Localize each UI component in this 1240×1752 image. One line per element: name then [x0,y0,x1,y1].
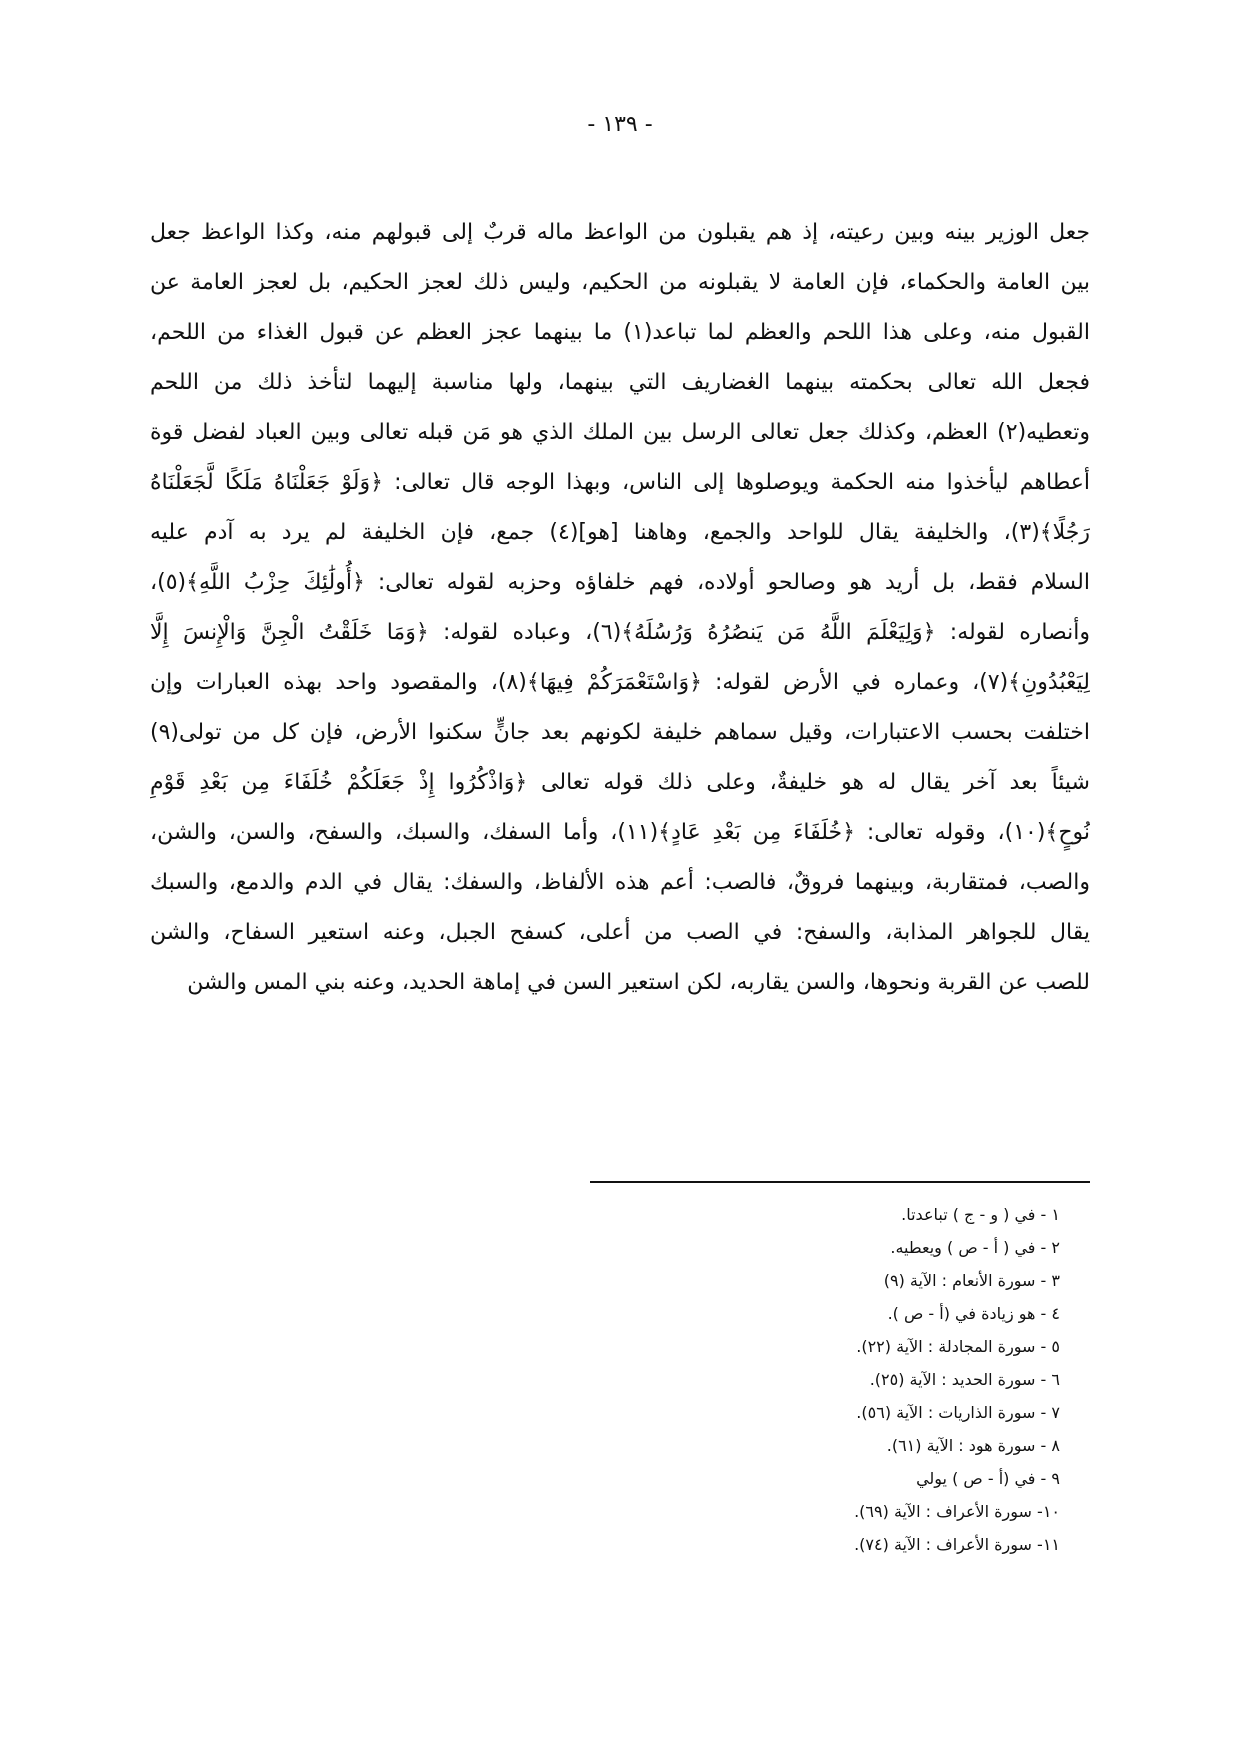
footnote: ١٠- سورة الأعراف : الآية (٦٩). [854,1502,1060,1521]
body-line: أعطاهم ليأخذوا منه الحكمة ويوصلوها إلى الناس، وبهذا الوجه قال تعالى: ﴿وَلَوْ جَعَلْنَاهُ مَلَكًا لَّجَعَلْنَاهُ [150,470,1090,495]
body-text [150,208,1090,1008]
footnote-divider [590,1181,1090,1183]
footnote: ١١- سورة الأعراف : الآية (٧٤). [854,1535,1060,1554]
body-line: فجعل الله تعالى بحكمته بينهما الغضاريف التي بينهما، ولها مناسبة إليهما لتأخذ ذلك من اللحم [150,370,1090,395]
body-line: بين العامة والحكماء، فإن العامة لا يقبلونه من الحكيم، وليس ذلك لعجز الحكيم، بل لعجز العامة عن [150,270,1090,295]
footnote: ١ - في ( و - ج ) تباعدتا. [901,1205,1060,1224]
body-line: وتعطيه(٢) العظم، وكذلك جعل تعالى الرسل بين الملك الذي هو مَن قبله تعالى وبين العباد لفضل قوة [150,420,1090,445]
body-line: شيئاً بعد آخر يقال له هو خليفةٌ، وعلى ذلك قوله تعالى ﴿وَاذْكُرُوا إِذْ جَعَلَكُمْ خُلَفَاءَ مِن بَعْدِ قَوْمِ [150,770,1090,795]
body-line: نُوحٍ﴾(١٠)، وقوله تعالى: ﴿خُلَفَاءَ مِن بَعْدِ عَادٍ﴾(١١)، وأما السفك، والسبك، والسفح، والسن، والشن، [150,820,1090,845]
body-line: لِيَعْبُدُونِ﴾(٧)، وعماره في الأرض لقوله: ﴿وَاسْتَعْمَرَكُمْ فِيهَا﴾(٨)، والمقصود واحد بهذه العبارات وإن [150,670,1090,695]
footnote: ٧ - سورة الذاريات : الآية (٥٦). [856,1403,1060,1422]
footnote: ٦ - سورة الحديد : الآية (٢٥). [869,1370,1060,1389]
footnote: ٨ - سورة هود : الآية (٦١). [886,1436,1060,1455]
body-line: للصب عن القربة ونحوها، والسن يقاربه، لكن استعير السن في إماهة الحديد، وعنه بني المس والشن [187,970,1090,995]
footnote: ٤ - هو زيادة في (أ - ص ). [887,1304,1060,1323]
footnote: ٩ - في (أ - ص ) يولي [916,1469,1060,1488]
footnote: ٣ - سورة الأنعام : الآية (٩) [883,1271,1060,1290]
footnote: ٢ - في ( أ - ص ) ويعطيه. [890,1238,1060,1257]
body-line: رَجُلًا﴾(٣)، والخليفة يقال للواحد والجمع، وهاهنا [هو](٤) جمع، فإن الخليفة لم يرد به آدم عليه [150,520,1090,545]
body-line: والصب، فمتقاربة، وبينهما فروقٌ، فالصب: أعم هذه الألفاظ، والسفك: يقال في الدم والدمع، والسبك [150,870,1090,895]
body-line: جعل الوزير بينه وبين رعيته، إذ هم يقبلون من الواعظ ماله قربٌ إلى قبولهم منه، وكذا الواعظ جعل [150,220,1090,245]
footnotes-list [700,1198,1060,1561]
body-line: القبول منه، وعلى هذا اللحم والعظم لما تباعد(١) ما بينهما عجز العظم عن قبول الغذاء من اللحم، [150,320,1090,345]
body-line: يقال للجواهر المذابة، والسفح: في الصب من أعلى، كسفح الجبل، وعنه استعير السفاح، والشن [150,920,1090,945]
body-line: وأنصاره لقوله: ﴿وَلِيَعْلَمَ اللَّهُ مَن يَنصُرُهُ وَرُسُلَهُ﴾(٦)، وعباده لقوله: ﴿وَمَا خَلَقْتُ الْجِنَّ وَالْإِنسَ إِلَّا [150,620,1090,645]
footnote: ٥ - سورة المجادلة : الآية (٢٢). [856,1337,1060,1356]
page-number: - ١٣٩ - [587,112,653,137]
body-line: اختلفت بحسب الاعتبارات، وقيل سماهم خليفة لكونهم بعد جانٍّ سكنوا الأرض، فإن كل من تولى(٩) [150,720,1090,745]
body-line: السلام فقط، بل أريد هو وصالحو أولاده، فهم خلفاؤه وحزبه لقوله تعالى: ﴿أُولَٰئِكَ حِزْبُ اللَّهِ﴾(٥)، [150,570,1090,595]
